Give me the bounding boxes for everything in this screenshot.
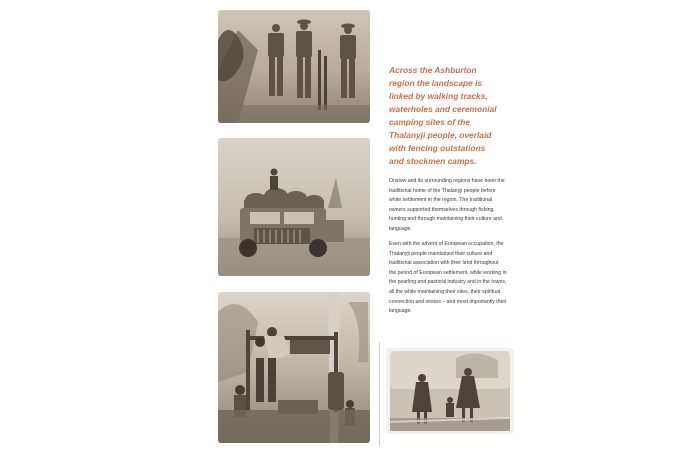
vertical-rule (379, 342, 380, 446)
pull-quote: Across the Ashburton region the landscape is linked by walking tracks, waterholes and ceremonial camping sites of the Thalanyji people, overlaid with fencing outstations and stockmen camps. (389, 65, 497, 166)
body-paragraph-2: Even with the advent of European occupation, the Thalanyji people maintained their culture and traditional association with their land throughout the period of European settlement, while working in the pearling and pastoral industry and in the towns, all the while maintaining their sites, their spiritual connection and stories – and most importantly their language. (389, 241, 507, 315)
photo-man-at-windlass (218, 292, 370, 443)
photo-two-women (386, 348, 514, 434)
body-paragraph-1: Onslow and its surrounding regions have been the traditional home of the Thalanyji people before white settlement in the region. The traditional owners supported themselves through fishing, hunting and through maintaining their culture and language. (389, 178, 505, 232)
photo-three-men (218, 10, 370, 123)
photo-loaded-truck (218, 138, 370, 276)
